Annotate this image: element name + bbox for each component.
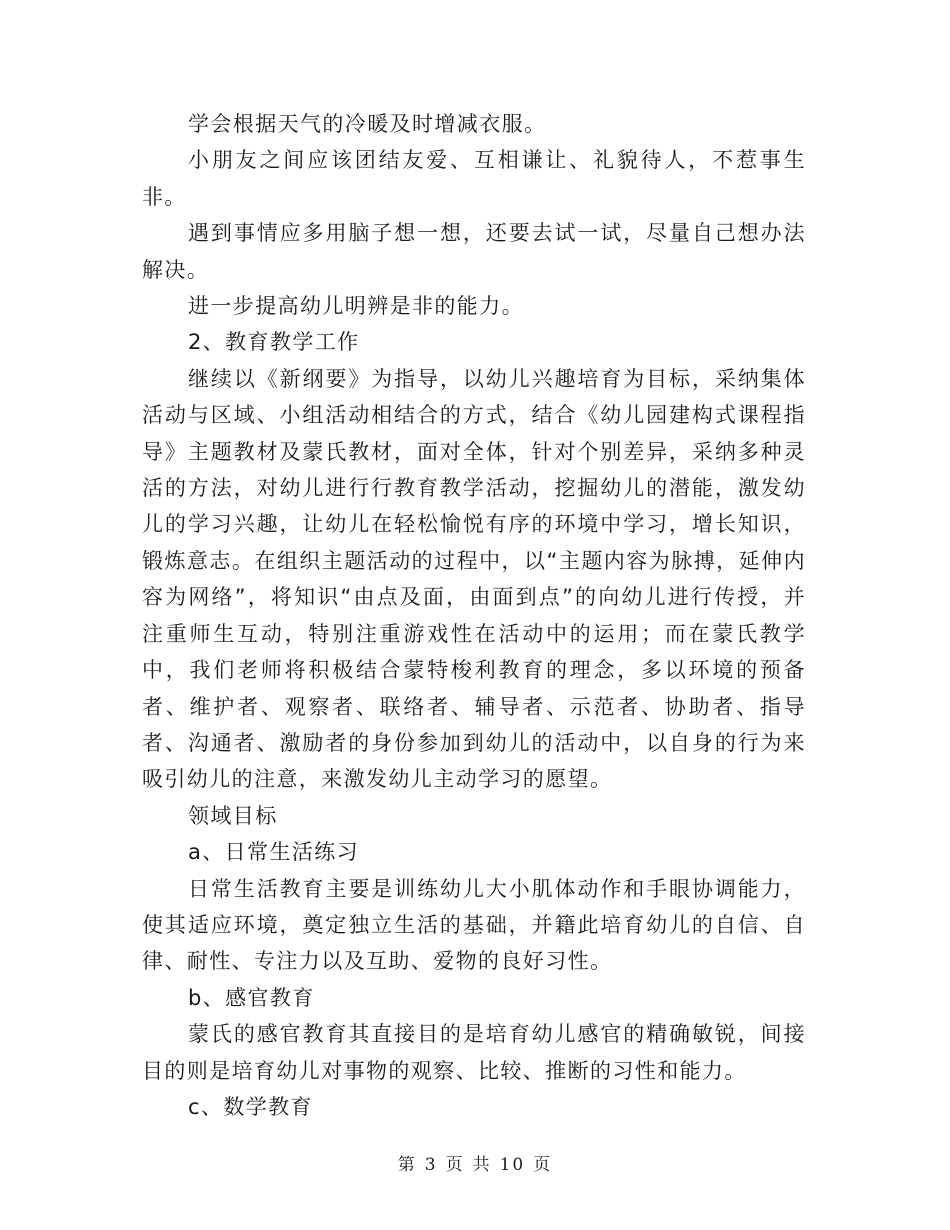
- footer-page-word: 页: [445, 1155, 465, 1175]
- paragraph-friendship: 小朋友之间应该团结友爱、互相谦让、礼貌待人，不惹事生非。: [142, 148, 806, 209]
- page-footer: [0, 1150, 950, 1175]
- paragraph-clothing: 学会根据天气的冷暖及时增减衣服。: [188, 112, 547, 136]
- paragraph-sensory: 蒙氏的感官教育其直接目的是培育幼儿感官的精确敏锐，间接目的则是培育幼儿对事物的观察、比较、推断的习性和能力。: [142, 1022, 806, 1083]
- paragraph-judgement: 进一步提高幼儿明辨是非的能力。: [188, 294, 524, 319]
- footer-suffix: 页: [533, 1155, 553, 1175]
- section-heading-domain-goals: 领域目标: [188, 803, 278, 828]
- subheading-daily-life: a、日常生活练习: [188, 840, 360, 865]
- footer-prefix: 第: [397, 1155, 417, 1175]
- footer-current-page: 3: [424, 1155, 438, 1175]
- paragraph-teaching-work: 继续以《新纲要》为指导，以幼儿兴趣培育为目标，采纳集体活动与区域、小组活动相结合的方式，结合《幼儿园建构式课程指导》主题教材及蒙氏教材，面对全体，针对个别差异，采纳多种灵活的方法，对幼儿进行行教育教学活动，挖掘幼儿的潜能，激发幼儿的学习兴趣，让幼儿在轻松愉悦有序的环境中学习，增长知识，锻炼意志。在组织主题活动的过程中，以“主题内容为脉搏，延伸内容为网络”，将知识“由点及面，由面到点”的向幼儿进行传授，并注重师生互动，特别注重游戏性在活动中的运用；而在蒙氏教学中，我们老师将积极结合蒙特梭利教育的理念，多以环境的预备者、维护者、观察者、联络者、辅导者、示范者、协助者、指导者、沟通者、激励者的身份参加到幼儿的活动中，以自身的行为来吸引幼儿的注意，来激发幼儿主动学习的愿望。: [142, 366, 806, 792]
- document-body: [142, 106, 806, 1125]
- footer-total-pages: 10: [499, 1155, 526, 1175]
- paragraph-problem-solving: 遇到事情应多用脑子想一想，还要去试一试，尽量自己想办法解决。: [142, 221, 806, 282]
- paragraph-daily-life: 日常生活教育主要是训练幼儿大小肌体动作和手眼协调能力，使其适应环境，奠定独立生活的基础，并籍此培育幼儿的自信、自律、耐性、专注力以及互助、爱物的良好习性。: [142, 876, 806, 974]
- subheading-sensory: b、感官教育: [188, 985, 315, 1010]
- subheading-math: c、数学教育: [188, 1094, 313, 1119]
- footer-total-word: 共: [472, 1155, 492, 1175]
- section-heading-teaching-work: 2、教育教学工作: [188, 330, 360, 355]
